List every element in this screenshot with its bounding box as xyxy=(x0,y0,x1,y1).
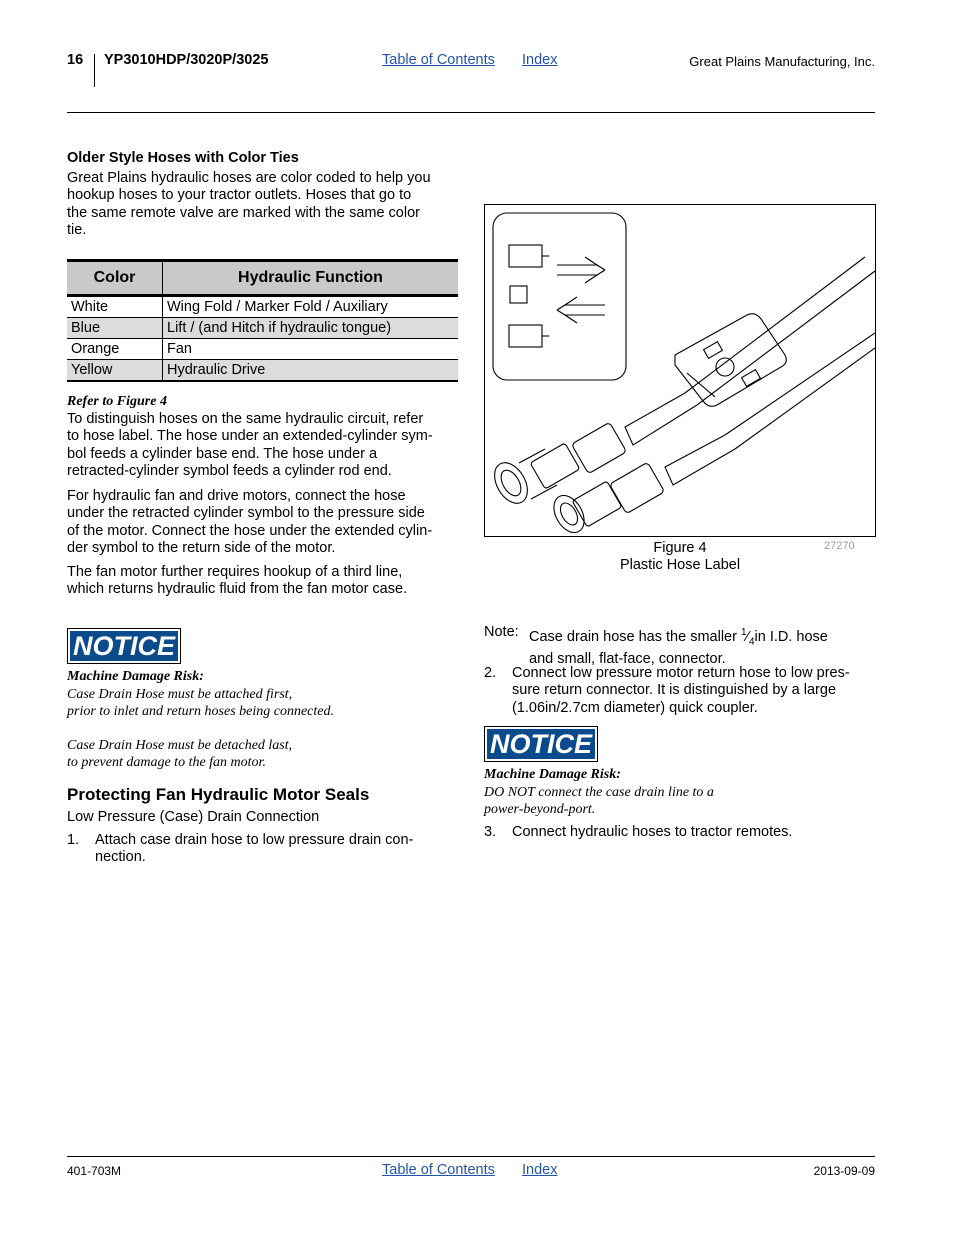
section-title: Older Style Hoses with Color Ties xyxy=(67,150,299,166)
company-name: Great Plains Manufacturing, Inc. xyxy=(689,54,875,69)
table-row: Yellow Hydraulic Drive xyxy=(67,360,458,382)
table-header-function: Hydraulic Function xyxy=(163,261,459,296)
table-row: White Wing Fold / Marker Fold / Auxiliary xyxy=(67,296,458,318)
header-rule xyxy=(67,112,875,113)
step-2-number: 2. xyxy=(484,665,497,681)
step-2-text: Connect low pressure motor return hose to low pres- sure return connector. It is distinguished by a large (1.06in/2.7cm diameter) quick coupler. xyxy=(512,665,850,716)
hose-color-table xyxy=(67,259,458,382)
note-label: Note: xyxy=(484,624,519,640)
footer-rule xyxy=(67,1156,875,1157)
footer-toc-link[interactable]: Table of Contents xyxy=(382,1162,495,1178)
footer-index-link[interactable]: Index xyxy=(522,1162,558,1178)
retracted-cylinder-symbol xyxy=(509,325,542,347)
table-row: Orange Fan xyxy=(67,339,458,360)
hose-label-illustration xyxy=(485,205,875,536)
page-number: 16 xyxy=(67,52,84,68)
table-row: Blue Lift / (and Hitch if hydraulic tongue) xyxy=(67,318,458,339)
index-link[interactable]: Index xyxy=(522,52,558,68)
publish-date: 2013-09-09 xyxy=(813,1164,875,1178)
notice-badge-2: NOTICE xyxy=(484,726,598,762)
table-header-color: Color xyxy=(67,261,163,296)
step-3-number: 3. xyxy=(484,824,497,840)
step-3-text: Connect hydraulic hoses to tractor remotes. xyxy=(512,824,793,840)
step-1-text: Attach case drain hose to low pressure drain con- nection. xyxy=(95,832,414,866)
extended-cylinder-symbol xyxy=(509,245,542,267)
figure-number: Figure 4 xyxy=(653,540,707,556)
notice-text-2: Machine Damage Risk: DO NOT connect the case drain line to a power-beyond-port. xyxy=(484,767,714,817)
step-1-number: 1. xyxy=(67,832,80,848)
case-drain-symbol xyxy=(510,286,527,303)
figure-reference: Refer to Figure 4 xyxy=(67,394,167,409)
doc-number: 401-703M xyxy=(67,1164,122,1178)
notice-badge: NOTICE xyxy=(67,628,181,664)
note-text: Case drain hose has the smaller $^1⁄_4in$ I.D. hose and small, flat-face, connector. xyxy=(529,627,828,668)
subsection-title: Protecting Fan Hydraulic Motor Seals xyxy=(67,785,370,804)
hose-label-card xyxy=(493,213,626,380)
notice-text: Machine Damage Risk: Case Drain Hose must be attached first, prior to inlet and return hoses being connected. Case Drain Hose must be detached last, to prevent damage to the fan motor. xyxy=(67,669,334,770)
paragraph-hose-label: To distinguish hoses on the same hydraulic circuit, refer to hose label. The hose under an extended-cylinder sym- bol feeds a cylinder base end. The hose under a retracted-cylinder symbol feeds a cylinder rod end. xyxy=(67,411,433,480)
figure-plastic-hose-label xyxy=(484,204,876,537)
paragraph-third-line: The fan motor further requires hookup of a third line, which returns hydraulic fluid from the fan motor case. xyxy=(67,564,408,598)
figure-id: 27270 xyxy=(824,540,855,552)
subsection-subtitle: Low Pressure (Case) Drain Connection xyxy=(67,809,320,825)
figure-caption xyxy=(484,540,876,574)
header-divider xyxy=(94,54,95,87)
model-title: YP3010HDP/3020P/3025 xyxy=(104,52,269,68)
paragraph-fan-motors: For hydraulic fan and drive motors, connect the hose under the retracted cylinder symbol to the pressure side of the motor. Connect the hose under the extended cylin- der symbol to the return side of the motor. xyxy=(67,488,433,557)
figure-title: Plastic Hose Label xyxy=(619,557,741,573)
toc-link[interactable]: Table of Contents xyxy=(382,52,495,68)
intro-paragraph: Great Plains hydraulic hoses are color coded to help you hookup hoses to your tractor outlets. Hoses that go to the same remote valve are marked with the same color tie. xyxy=(67,170,431,239)
